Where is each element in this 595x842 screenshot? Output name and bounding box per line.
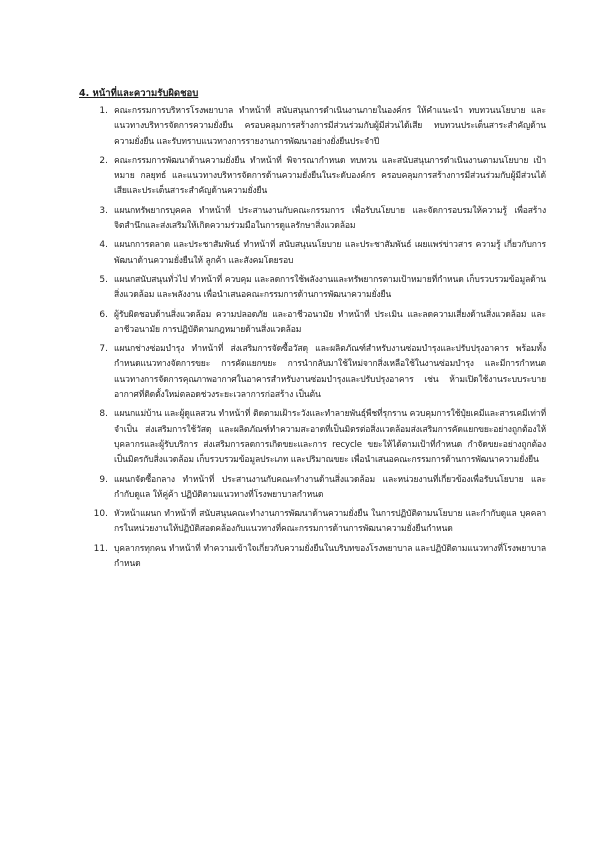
item-number: 4. — [99, 240, 108, 251]
item-number: 7. — [99, 344, 108, 355]
item-text: หัวหน้าแผนก ทำหน้าที่ สนับสนุนคณะทำงานการพัฒนาด้านความยั่งยืน ในการปฏิบัติตามนโยบาย และกำกับดูแล บุคคลากรในหน่วยงานให้ปฏิบัติสอดคล้องกับแนวทางที่คณะกรรมการด้านการพัฒนาความยั่งยืนกำหนด — [114, 509, 546, 535]
item-number: 5. — [99, 274, 108, 285]
item-number: 11. — [93, 543, 108, 554]
list-item — [86, 204, 546, 235]
item-text: แผนกสนับสนุนทั่วไป ทำหน้าที่ ควบคุม และลดการใช้พลังงานและทรัพยากรตามเป้าหมายที่กำหนด เก็บรวบรวมข้อมูลด้านสิ่งแวดล้อม และพลังงาน เพื่อนำเสนอคณะกรรมการด้านการพัฒนาความยั่งยืน — [114, 274, 546, 301]
item-text: แผนกช่างซ่อมบำรุง ทำหน้าที่ ส่งเสริมการจัดซื้อวัสดุ และผลิตภัณฑ์สำหรับงานซ่อมบำรุงและปรับปรุงอาคาร พร้อมทั้งกำหนดแนวทางจัดการขยะ การคัดแยกขยะ การนำกลับมาใช้ใหม่จากสิ่งเหลือใช้ในงานซ่อมบำรุง และมีการกำหนดแนวทางการจัดการคุณภาพอากาศในอาคารสำหรับงานซ่อมบำรุงและปรับปรุงอาคาร เช่น ห้ามเปิดใช้งานระบบระบายอากาศที่ติดตั้งใหม่ตลอดช่วงระยะเวลาการก่อสร้าง เป็นต้น — [114, 344, 546, 401]
list-item — [86, 104, 546, 150]
item-number: 10. — [93, 509, 108, 520]
item-number: 3. — [99, 205, 108, 216]
item-text: คณะกรรมการพัฒนาด้านความยั่งยืน ทำหน้าที่ พิจารณากำหนด ทบทวน และสนับสนุนการดำเนินงานตามนโยบาย เป้าหมาย กลยุทธ์ และแนวทางบริหารจัดการด้านความยั่งยืนในระดับองค์กร ครอบคลุมการสร้างการมีส่วนร่วมกับผู้มีส่วนได้เสียและประเด็นสาระสำคัญด้านความยั่งยืน — [114, 155, 546, 197]
list-item — [86, 407, 546, 468]
item-number: 9. — [99, 474, 108, 485]
list-item — [86, 507, 546, 538]
item-text: แผนกแม่บ้าน และผู้ดูแลสวน ทำหน้าที่ ติดตามเฝ้าระวังและทำลายพันธุ์พืชที่รุกราน ควบคุมการใช้ปุ๋ยเคมีและสารเคมีเท่าที่จำเป็น ส่งเสริมการใช้วัสดุ และผลิตภัณฑ์ทำความสะอาดที่เป็นมิตรต่อสิ่งแวดล้อมส่งเสริมการคัดแยกขยะอย่างถูกต้องให้บุคลากรและผู้รับบริการ ส่งเสริมการลดการเกิดขยะและการ recycle ขยะให้ได้ตามเป้าที่กำหนด กำจัดขยะอย่างถูกต้องเป็นมิตรกับสิ่งแวดล้อม เก็บรวบรวมข้อมูลประเภท และปริมาณขยะ เพื่อนำเสนอคณะกรรมการด้านการพัฒนาความยั่งยืน — [114, 409, 546, 466]
item-number: 2. — [99, 155, 108, 166]
list-item — [86, 154, 546, 200]
item-number: 1. — [99, 106, 108, 116]
list-item — [86, 342, 546, 403]
list-item — [86, 473, 546, 504]
item-text: คณะกรรมการบริหารโรงพยาบาล ทำหน้าที่ สนับสนุนการดำเนินงานภายในองค์กร ให้คำแนะนำ ทบทวนนโยบาย และแนวทางบริหารจัดการความยั่งยืน ครอบคลุมการสร้างการมีส่วนร่วมกับผู้มีส่วนได้เสีย ทบทวนประเด็นสาระสำคัญด้านความยั่งยืน และรับทราบแนวทางการรายงานการพัฒนาอย่างยั่งยืนประจำปี — [114, 106, 546, 147]
list-item — [86, 238, 546, 269]
item-text: แผนกจัดซื้อกลาง ทำหน้าที่ ประสานงานกับคณะทำงานด้านสิ่งแวดล้อม และหน่วยงานที่เกี่ยวข้องเพื่อรับนโยบาย และกำกับดูแล ให้คู่ค้า ปฏิบัติตามแนวทางที่โรงพยาบาลกำหนด — [114, 474, 546, 500]
item-number: 8. — [99, 409, 108, 420]
section-heading: 4. หน้าที่และความรับผิดชอบ — [79, 88, 199, 99]
list-item — [86, 308, 546, 339]
list-item — [86, 273, 546, 304]
item-text: บุคลากรทุกคน ทำหน้าที่ ทำความเข้าใจเกี่ยวกับความยั่งยืนในบริบทของโรงพยาบาล และปฏิบัติตามแนวทางที่โรงพยาบาลกำหนด — [114, 543, 546, 570]
item-text: แผนกการตลาด และประชาสัมพันธ์ ทำหน้าที่ สนับสนุนนโยบาย และประชาสัมพันธ์ เผยแพร่ข่าวสาร ความรู้ เกี่ยวกับการพัฒนาด้านความยั่งยืนให้ ลูกค้า และสังคมโดยรอบ — [114, 240, 546, 266]
item-number: 6. — [99, 309, 108, 320]
responsibility-list — [86, 104, 546, 576]
list-item — [86, 542, 546, 573]
item-text: ผู้รับผิดชอบด้านสิ่งแวดล้อม ความปลอดภัย และอาชีวอนามัย ทำหน้าที่ ประเมิน และลดความเสี่ยงด้านสิ่งแวดล้อม และอาชีวอนามัย การปฏิบัติตามกฎหมายด้านสิ่งแวดล้อม — [114, 309, 546, 335]
item-text: แผนกทรัพยากรบุคคล ทำหน้าที่ ประสานงานกับคณะกรรมการ เพื่อรับนโยบาย และจัดการอบรมให้ความรู้ เพื่อสร้างจิตสำนึกและส่งเสริมให้เกิดความร่วมมือในการดูแลรักษาสิ่งแวดล้อม — [114, 205, 546, 232]
